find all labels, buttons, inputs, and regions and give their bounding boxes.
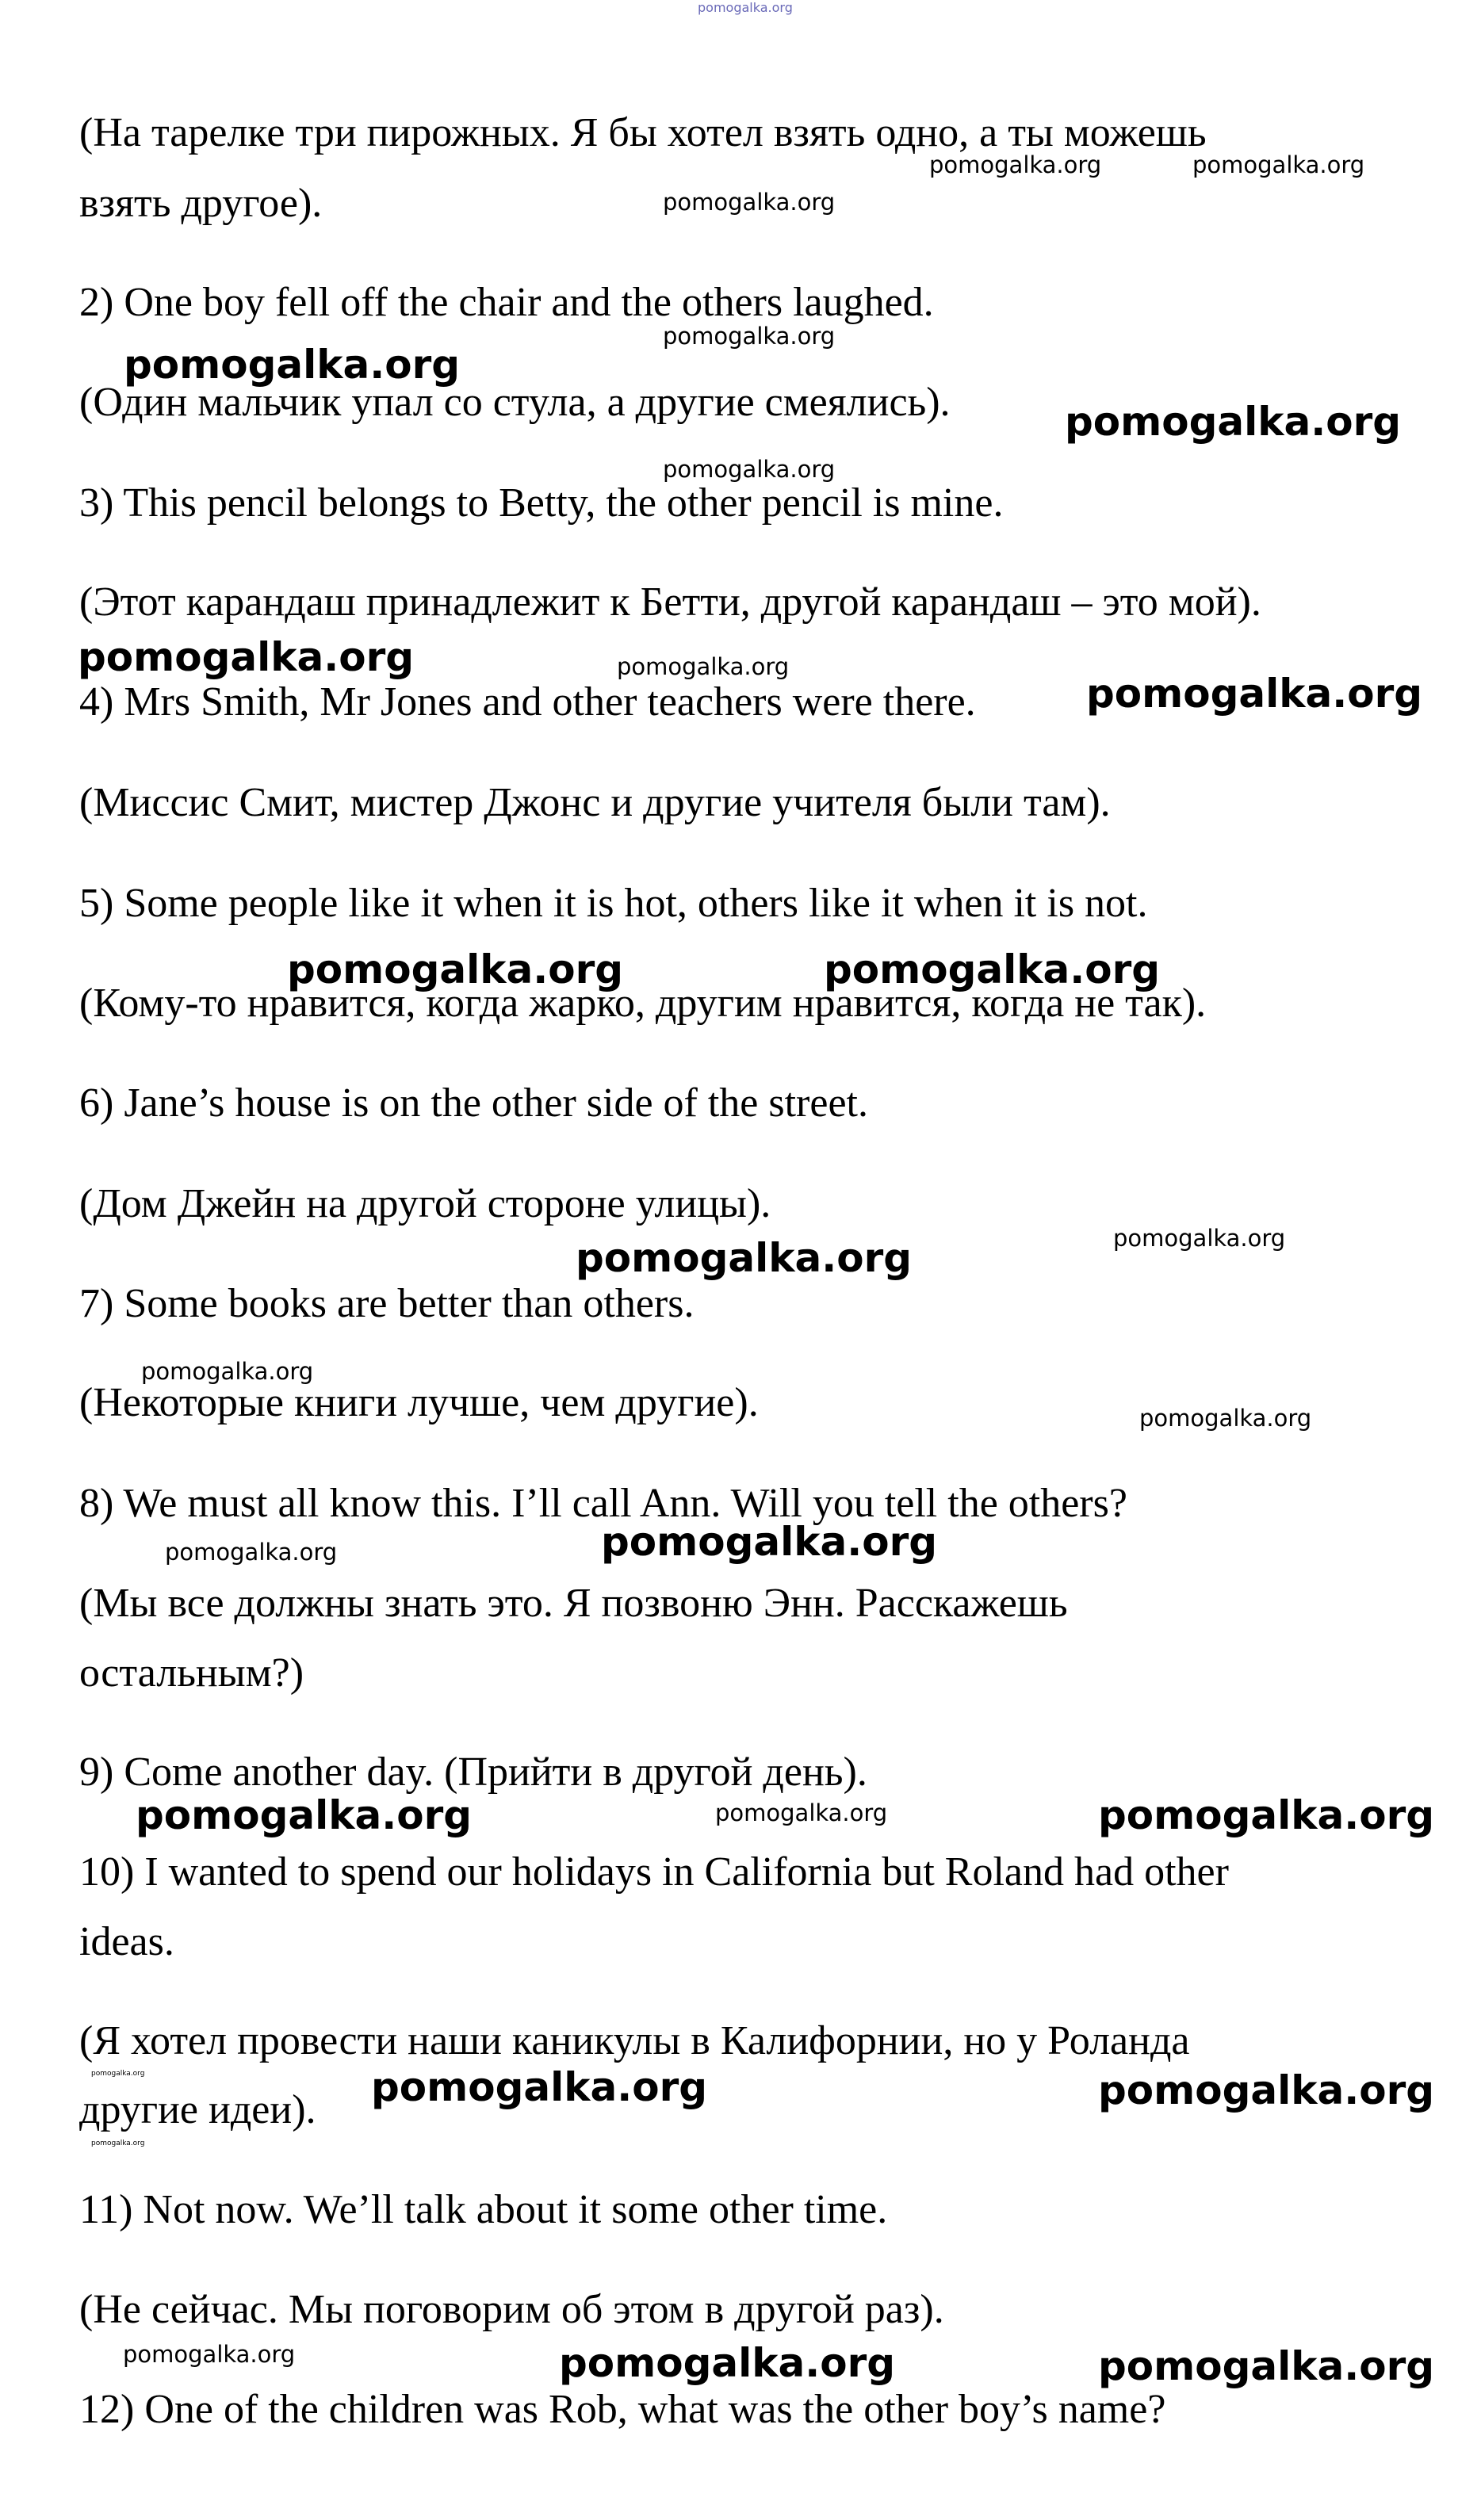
watermark: pomogalka.org [617,653,790,680]
watermark: pomogalka.org [136,1792,473,1838]
watermark: pomogalka.org [929,151,1102,178]
watermark: pomogalka.org [824,946,1161,992]
header-watermark: pomogalka.org [698,0,793,15]
watermark: pomogalka.org [1098,1792,1435,1838]
watermark: pomogalka.org [91,2140,145,2147]
watermark: pomogalka.org [576,1235,913,1281]
watermark: pomogalka.org [78,634,415,680]
watermark: pomogalka.org [1098,2343,1435,2389]
watermark: pomogalka.org [123,2341,296,2368]
text-line-14: (Некоторые книги лучше, чем другие). [79,1380,759,1425]
watermark: pomogalka.org [1139,1405,1312,1432]
text-line-11: 6) Jane’s house is on the other side of the street. [79,1080,868,1126]
watermark: pomogalka.org [1192,151,1365,178]
text-line-9: 5) Some people like it when it is hot, others like it when it is not. [79,881,1148,926]
text-line-13: 7) Some books are better than others. [79,1281,695,1326]
watermark: pomogalka.org [91,2070,145,2078]
text-line-18: 9) Come another day. (Прийти в другой день). [79,1749,867,1795]
text-line-15: 8) We must all know this. I’ll call Ann. Will you tell the others? [79,1481,1127,1526]
text-line-2: взять другое). [79,181,323,226]
watermark: pomogalka.org [663,323,836,350]
watermark: pomogalka.org [601,1519,938,1565]
text-line-3: 2) One boy fell off the chair and the others laughed. [79,280,934,325]
text-line-12: (Дом Джейн на другой стороне улицы). [79,1181,771,1226]
text-line-4: (Один мальчик упал со стула, а другие смеялись). [79,380,951,425]
watermark: pomogalka.org [165,1539,338,1566]
text-line-16: (Мы все должны знать это. Я позвоню Энн. Расскажешь [79,1581,1068,1626]
text-line-17: остальным?) [79,1650,304,1696]
text-line-6: (Этот карандаш принадлежит к Бетти, другой карандаш – это мой). [79,579,1261,625]
watermark: pomogalka.org [1098,2067,1435,2113]
text-line-24: (Не сейчас. Мы поговорим об этом в другой раз). [79,2287,944,2332]
text-line-22: другие идеи). [79,2087,316,2132]
watermark: pomogalka.org [287,946,624,992]
watermark: pomogalka.org [1086,671,1423,717]
text-line-25: 12) One of the children was Rob, what was the other boy’s name? [79,2387,1166,2432]
watermark: pomogalka.org [124,342,461,388]
text-line-5: 3) This pencil belongs to Betty, the other pencil is mine. [79,480,1004,526]
text-line-8: (Миссис Смит, мистер Джонс и другие учителя были там). [79,780,1111,825]
text-line-1: (На тарелке три пирожных. Я бы хотел взять одно, а ты можешь [79,110,1207,155]
text-line-21: (Я хотел провести наши каникулы в Калифорнии, но у Роланда [79,2018,1190,2063]
watermark: pomogalka.org [663,189,836,216]
text-line-19: 10) I wanted to spend our holidays in California but Roland had other [79,1849,1229,1895]
watermark: pomogalka.org [1113,1225,1286,1252]
watermark: pomogalka.org [141,1358,314,1385]
watermark: pomogalka.org [559,2340,896,2386]
text-line-7: 4) Mrs Smith, Mr Jones and other teachers were there. [79,679,976,725]
watermark: pomogalka.org [1065,399,1402,445]
text-line-23: 11) Not now. We’ll talk about it some other time. [79,2187,888,2232]
watermark: pomogalka.org [715,1799,888,1826]
watermark: pomogalka.org [371,2064,708,2110]
text-line-10: (Кому-то нравится, когда жарко, другим нравится, когда не так). [79,981,1207,1026]
watermark: pomogalka.org [663,456,836,483]
text-line-20: ideas. [79,1919,174,1964]
